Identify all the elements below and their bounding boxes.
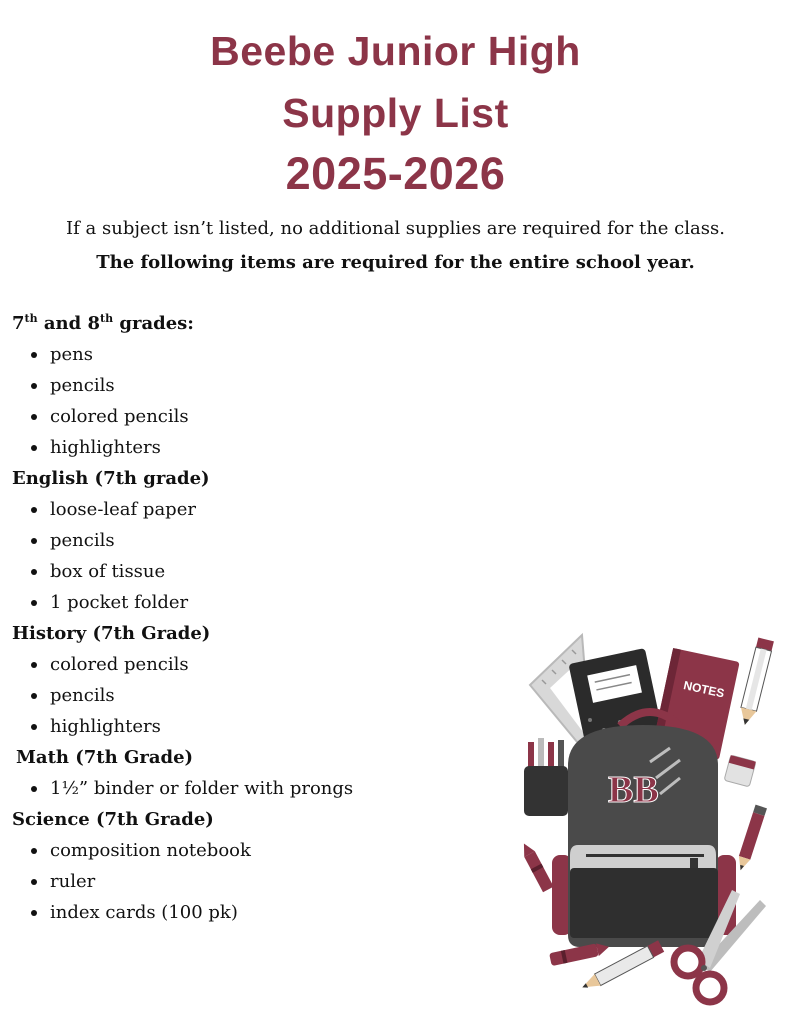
list-item: pencils [12, 370, 532, 401]
backpack-icon [552, 712, 736, 947]
list-item: highlighters [12, 711, 532, 742]
list-item: 1 pocket folder [12, 587, 532, 618]
list-item: pencils [12, 680, 532, 711]
pencil-cup-icon [524, 738, 568, 816]
title-line-2: Supply List [282, 90, 509, 136]
list-item: loose-leaf paper [12, 494, 532, 525]
list-item: 1½” binder or folder with prongs [12, 773, 532, 804]
section-heading-science: Science (7th Grade) [12, 809, 214, 830]
intro-note: If a subject isn’t listed, no additional supplies are required for the class. [66, 218, 725, 239]
list-science [12, 835, 532, 928]
intro-required: The following items are required for the entire school year. [96, 252, 695, 273]
list-item: colored pencils [12, 649, 532, 680]
supply-list [12, 308, 532, 928]
section-heading-all-grades: 7th and 8th grades: [12, 312, 194, 334]
pencil-icon [735, 805, 767, 872]
svg-text:NOTES: NOTES [682, 678, 726, 701]
list-history [12, 649, 532, 742]
section-heading-english: English (7th grade) [12, 468, 210, 489]
list-item: ruler [12, 866, 532, 897]
title-line-1: Beebe Junior High [210, 28, 581, 74]
list-english [12, 494, 532, 618]
list-item: pens [12, 339, 532, 370]
list-item: box of tissue [12, 556, 532, 587]
list-math [12, 773, 532, 804]
list-item: highlighters [12, 432, 532, 463]
section-heading-math: Math (7th Grade) [16, 747, 194, 768]
eraser-icon [724, 755, 756, 787]
svg-text:BB: BB [608, 769, 659, 811]
list-item: index cards (100 pk) [12, 897, 532, 928]
list-item: composition notebook [12, 835, 532, 866]
list-item: pencils [12, 525, 532, 556]
title-year: 2025-2026 [285, 148, 506, 199]
crayon-icon [520, 841, 554, 893]
pencil-icon [737, 638, 774, 727]
list-item: colored pencils [12, 401, 532, 432]
school-supplies-illustration [520, 630, 780, 1015]
section-heading-history: History (7th Grade) [12, 623, 211, 644]
list-all-grades [12, 339, 532, 463]
